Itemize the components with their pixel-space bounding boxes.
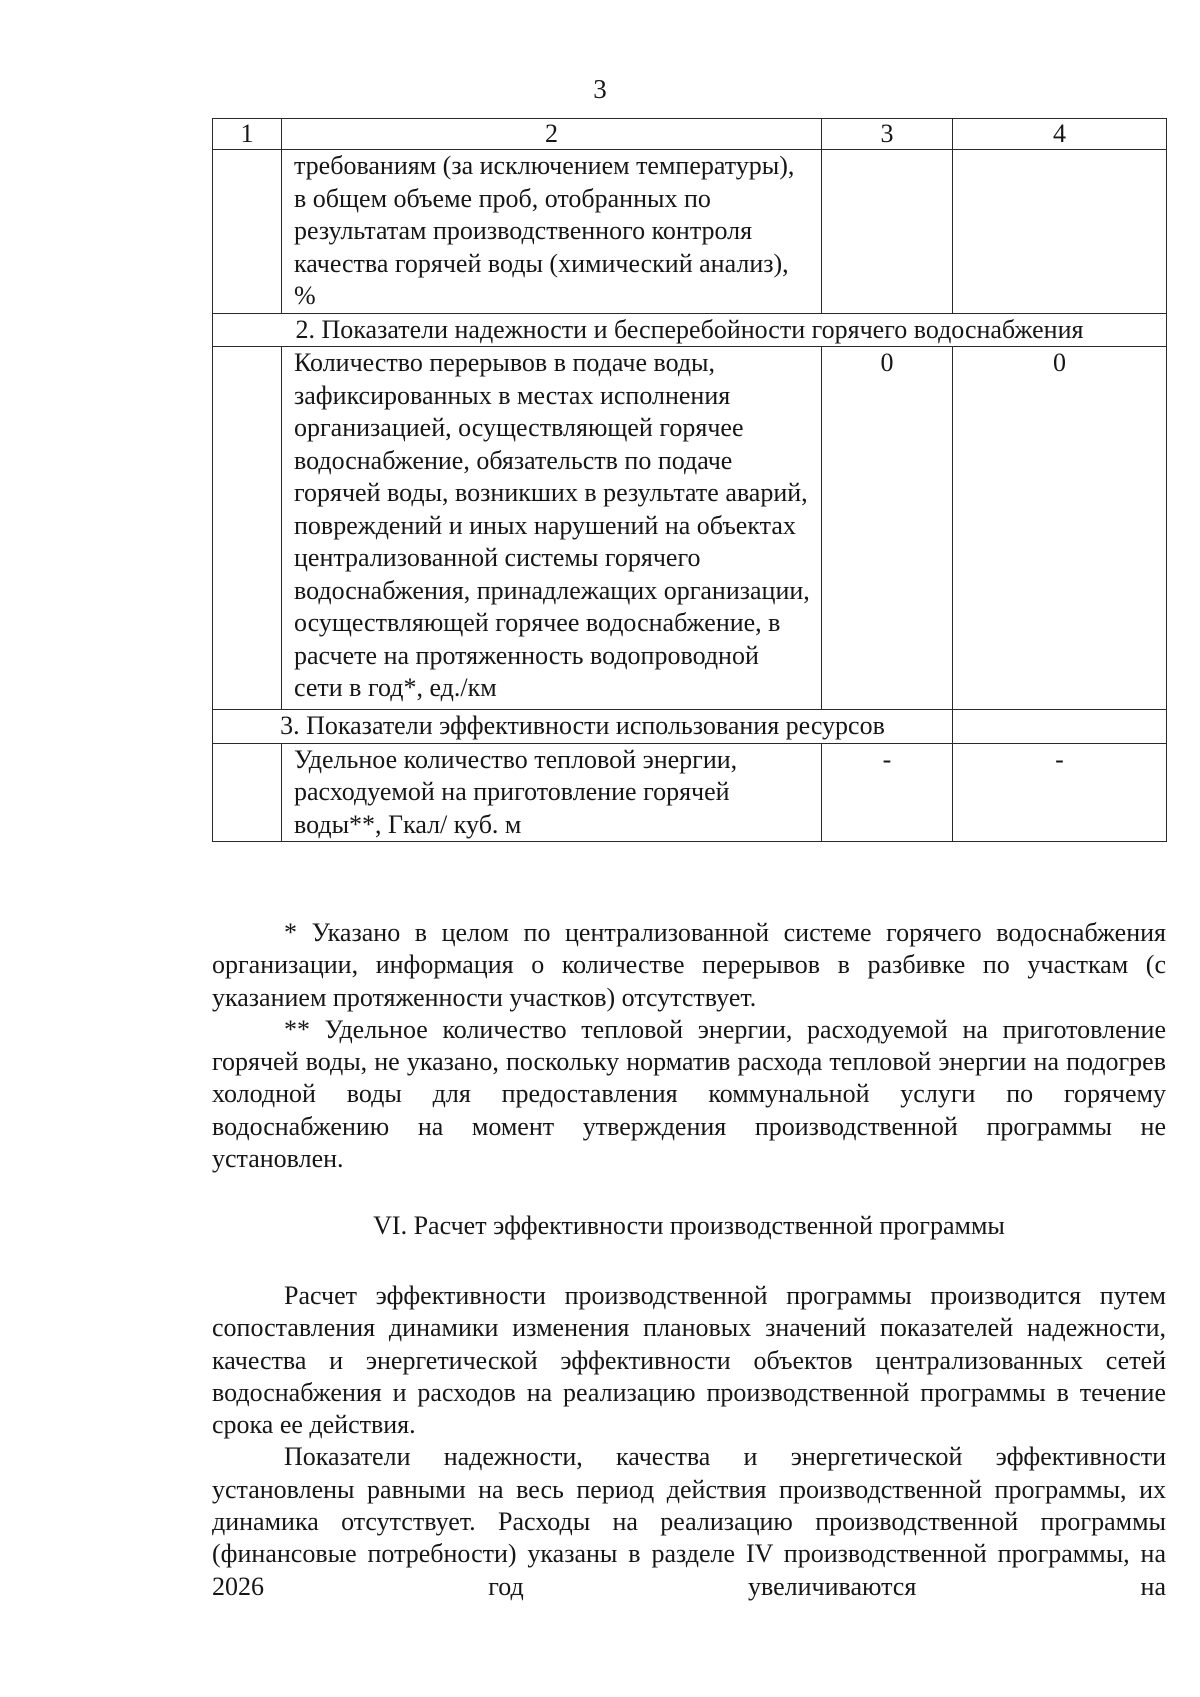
column-header-1: 1 [213, 119, 282, 150]
value-cell-col4 [953, 150, 1167, 314]
value-cell-col3: - [822, 743, 953, 842]
indicators-table [212, 118, 1167, 842]
column-header-3: 3 [822, 119, 953, 150]
value-cell-col4: 0 [953, 347, 1167, 710]
value-cell-col3 [822, 150, 953, 314]
section-6-body [212, 1280, 1166, 1603]
value-cell-col4 [953, 710, 1167, 744]
row-number-cell [213, 347, 282, 710]
indicator-text-cell: требованиям (за исключением температуры), в общем объеме проб, отобранных по результатам производственного контроля качества горячей воды (химический анализ), % [282, 150, 822, 314]
table-row [213, 347, 1167, 710]
indicator-text-cell: Удельное количество тепловой энергии, расходуемой на приготовление горячей воды**, Гкал/ куб. м [282, 743, 822, 842]
table-row [213, 150, 1167, 314]
footnotes-block [212, 917, 1166, 1175]
section-6-paragraph-2: Показатели надежности, качества и энергетической эффективности установлены равными на весь период действия производственной программы, их динамика отсутствует. Расходы на реализацию производственной программы (финансовые потребности) указаны в разделе IV производственной программы, на 2026 год увеличиваются на [212, 1442, 1166, 1601]
footnote-2: ** Удельное количество тепловой энергии, расходуемой на приготовление горячей воды, не указано, поскольку норматив расхода тепловой энергии на подогрев холодной воды для предоставления коммунальной услуги по горячему водоснабжению на момент утверждения производственной программы не установлен. [212, 1014, 1166, 1174]
table-row [213, 743, 1167, 842]
footnote-1: * Указано в целом по централизованной системе горячего водоснабжения организации, информация о количестве перерывов в разбивке по участкам (с указанием протяженности участков) отсутствует. [212, 918, 1166, 1012]
column-header-2: 2 [282, 119, 822, 150]
table-section-row [213, 710, 1167, 744]
row-number-cell [213, 743, 282, 842]
section-6-paragraph-1: Расчет эффективности производственной программы производится путем сопоставления динамики изменения плановых значений показателей надежности, качества и энергетической эффективности объектов централизованных сетей водоснабжения и расходов на реализацию производственной программы в течение срока ее действия. [212, 1281, 1166, 1440]
table-header-row [213, 119, 1167, 150]
value-cell-col3: 0 [822, 347, 953, 710]
column-header-4: 4 [953, 119, 1167, 150]
section-3-title: 3. Показатели эффективности использования ресурсов [213, 710, 953, 744]
table-section-row [213, 313, 1167, 347]
value-cell-col4: - [953, 743, 1167, 842]
page-number: 3 [593, 74, 607, 104]
section-6-heading: VI. Расчет эффективности производственной программы [373, 1211, 1005, 1240]
section-2-title: 2. Показатели надежности и бесперебойности горячего водоснабжения [213, 313, 1167, 347]
indicator-text-cell: Количество перерывов в подаче воды, зафиксированных в местах исполнения организацией, осуществляющей горячее водоснабжение, обязательств по подаче горячей воды, возникших в результате аварий, повреждений и иных нарушений на объектах централизованной системы горячего водоснабжения, принадлежащих организации, осуществляющей горячее водоснабжение, в расчете на протяженность водопроводной сети в год*, ед./км [282, 347, 822, 710]
row-number-cell [213, 150, 282, 314]
